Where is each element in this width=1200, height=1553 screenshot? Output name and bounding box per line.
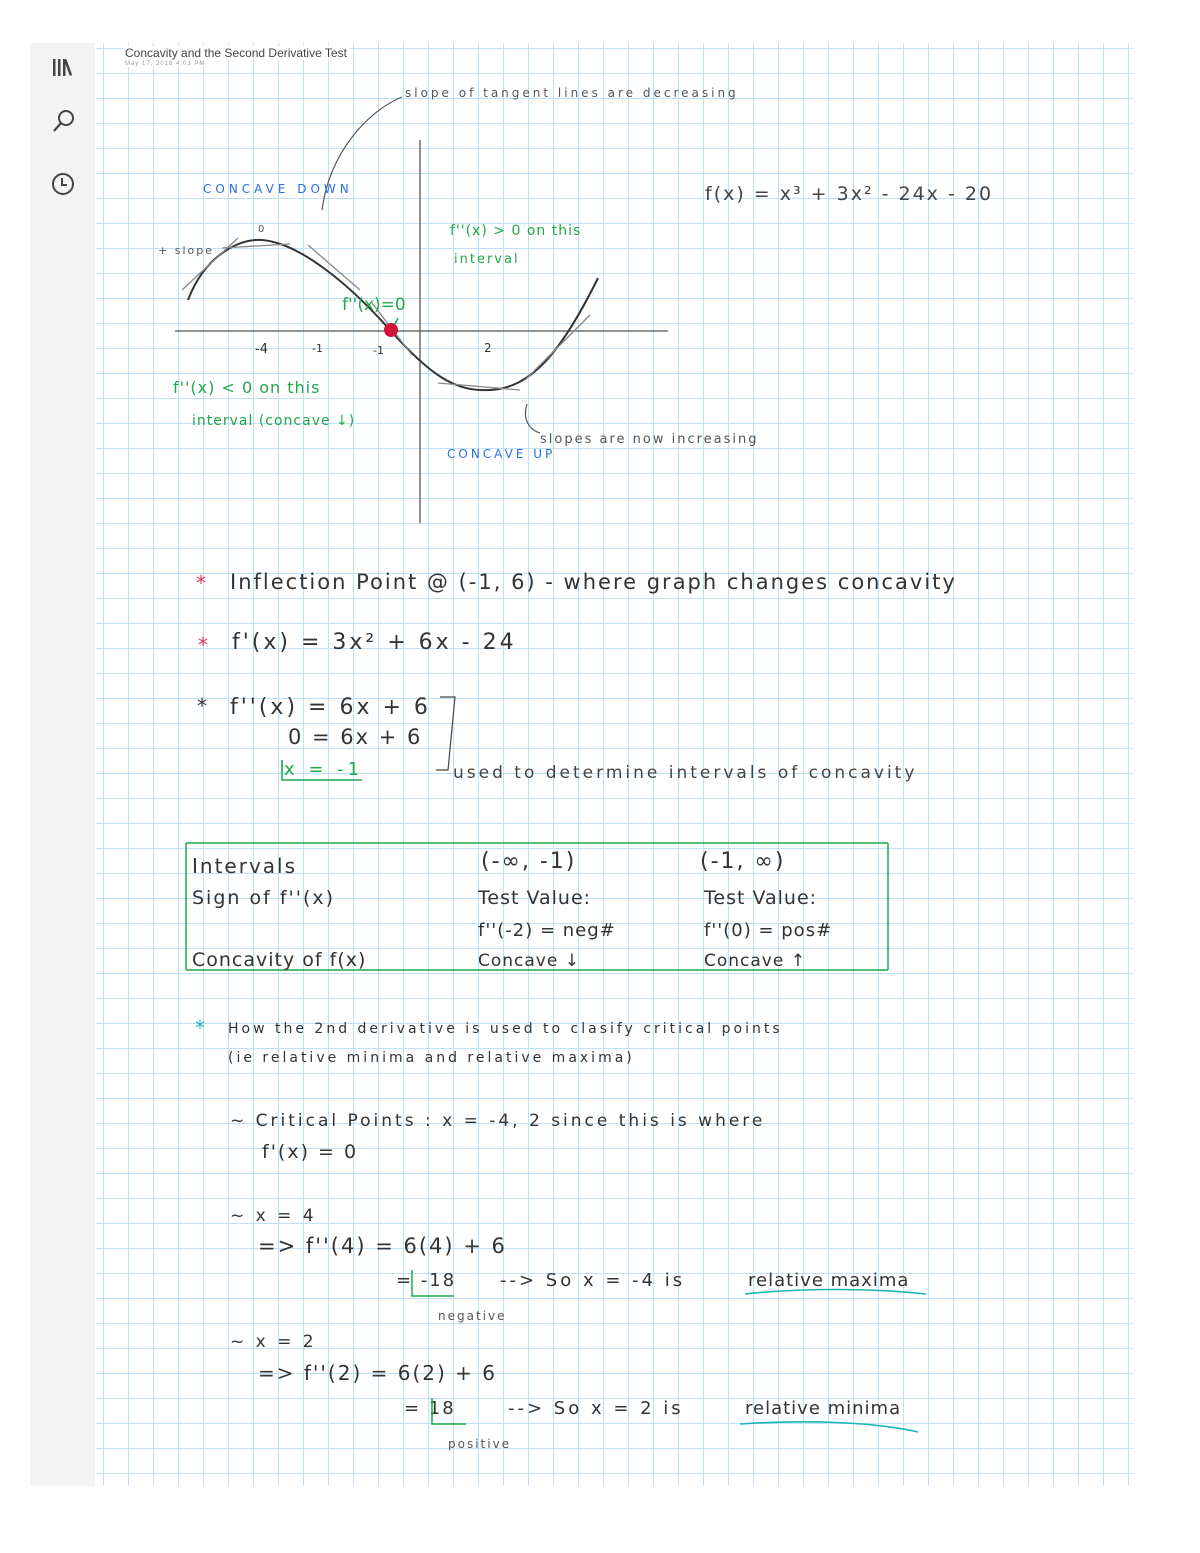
table-cell: Concavity of f(x) <box>192 949 367 971</box>
case2-conclusion: relative minima <box>745 1398 902 1419</box>
tick-neg4: -4 <box>255 342 268 357</box>
case2-x: ~ x = 2 <box>230 1332 317 1352</box>
inflection-note: Inflection Point @ (-1, 6) - where graph changes concavity <box>230 570 957 594</box>
label-concave-down: CONCAVE DOWN <box>203 182 353 196</box>
label-plus-slope: + slope <box>158 244 214 257</box>
label-fpp-negative: f''(x) < 0 on this <box>173 378 321 397</box>
case2-value: = 18 <box>404 1398 456 1419</box>
derivative-notes <box>196 570 957 783</box>
case2-result: --> So x = 2 is <box>508 1398 684 1419</box>
critical-points-b: f'(x) = 0 <box>262 1141 359 1163</box>
bracket <box>436 697 455 770</box>
concavity-table <box>186 843 888 971</box>
graph <box>158 86 993 523</box>
classify-star: * <box>195 1016 205 1040</box>
annotation-slopes-decreasing: slope of tangent lines are decreasing <box>405 86 739 100</box>
table-cell: (-1, ∞) <box>700 849 786 874</box>
second-derivative: f''(x) = 6x + 6 <box>230 695 431 720</box>
case2-underline <box>740 1422 918 1432</box>
second-derivative-star: * <box>197 694 207 718</box>
annotation-slopes-increasing: slopes are now increasing <box>540 432 759 447</box>
table-cell: Concave ↓ <box>478 951 580 971</box>
label-zero: 0 <box>258 224 265 235</box>
inflection-point-marker <box>384 323 398 337</box>
case2-note: positive <box>448 1437 512 1451</box>
function-equation: f(x) = x³ + 3x² - 24x - 20 <box>705 183 994 205</box>
case1-result: --> So x = -4 is <box>500 1270 686 1291</box>
label-fpp-zero: f''(x)=0 <box>342 295 406 315</box>
first-derivative-star: * <box>198 633 208 657</box>
table-cell: f''(0) = pos# <box>704 920 833 941</box>
table-cell: Intervals <box>192 854 298 878</box>
label-fpp-positive-2: interval <box>454 252 520 267</box>
case1-note: negative <box>438 1309 507 1323</box>
case2-eval: => f''(2) = 6(2) + 6 <box>258 1361 497 1385</box>
used-to-note: used to determine intervals of concavity <box>453 763 918 783</box>
critical-points-a: ~ Critical Points : x = -4, 2 since this is where <box>230 1111 766 1131</box>
classification-notes <box>195 1016 926 1451</box>
table-cell: Concave ↑ <box>704 951 806 971</box>
case1-conclusion: relative maxima <box>748 1270 910 1291</box>
classify-line2: (ie relative minima and relative maxima) <box>228 1050 635 1066</box>
classify-line1: How the 2nd derivative is used to clasify critical points <box>228 1021 783 1037</box>
table-cell: (-∞, -1) <box>481 849 577 874</box>
tangent-line <box>308 245 360 290</box>
page-title: Concavity and the Second Derivative Test <box>125 46 347 60</box>
first-derivative: f'(x) = 3x² + 6x - 24 <box>232 630 517 655</box>
table-cell: Test Value: <box>704 887 818 909</box>
tick-2: 2 <box>484 341 492 355</box>
case1-value: = -18 <box>396 1270 457 1291</box>
tangent-line <box>525 315 590 380</box>
solution: x = -1 <box>284 759 364 780</box>
table-cell: f''(-2) = neg# <box>478 920 616 941</box>
label-concave-up: CONCAVE UP <box>447 447 556 461</box>
table-cell: Test Value: <box>478 887 592 909</box>
tick-neg1a: -1 <box>312 342 323 355</box>
tick-neg1b: -1 <box>373 344 384 357</box>
solve-line: 0 = 6x + 6 <box>288 725 423 749</box>
annotation-connector <box>525 404 540 433</box>
case1-x: ~ x = 4 <box>230 1206 317 1226</box>
label-fpp-negative-2: interval (concave ↓) <box>192 413 356 429</box>
label-fpp-positive: f''(x) > 0 on this <box>450 223 582 239</box>
inflection-star: * <box>196 571 206 595</box>
table-cell: Sign of f''(x) <box>192 887 336 909</box>
case1-eval: => f''(4) = 6(4) + 6 <box>258 1234 507 1258</box>
page-date: May 17, 2018 4:03 PM <box>125 61 206 67</box>
